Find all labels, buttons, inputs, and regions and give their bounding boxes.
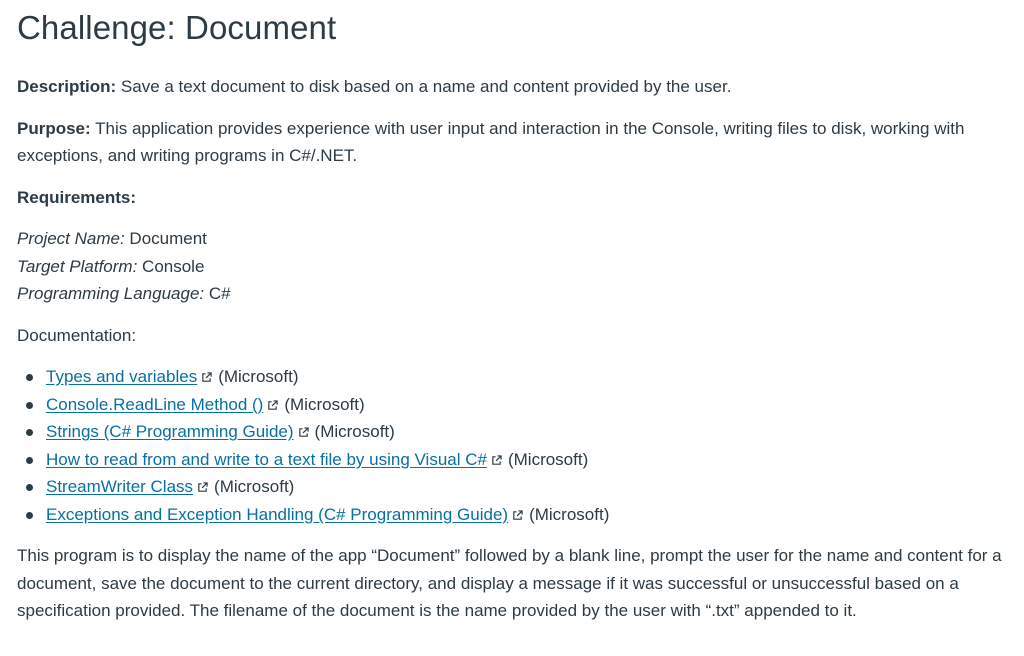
- bullet-icon: [26, 374, 33, 381]
- program-description: This program is to display the name of the app “Document” followed by a blank line, prompt the user for the name and content for a document, save the document to the current directory, and display a message if it was successful or unsuccessful based on a specification provided. The filename of the document is the name provided by the user with “.txt” appended to it.: [17, 546, 1002, 620]
- external-link-icon[interactable]: [491, 455, 502, 466]
- bullet-icon: [26, 484, 33, 491]
- purpose-text: This application provides experience with user input and interaction in the Console, writing files to disk, working with exceptions, and writing programs in C#/.NET.: [17, 118, 965, 165]
- link-streamwriter-class[interactable]: StreamWriter Class: [46, 477, 194, 496]
- external-link-icon[interactable]: [267, 400, 278, 411]
- list-item: [46, 363, 1007, 391]
- link-source: (Microsoft): [314, 422, 395, 441]
- documentation-list: [17, 363, 1007, 528]
- project-meta: [17, 225, 1007, 308]
- external-link-icon[interactable]: [512, 510, 523, 521]
- external-link-icon[interactable]: [298, 427, 309, 438]
- requirements-label: Requirements:: [17, 187, 137, 207]
- link-types-and-variables[interactable]: Types and variables: [46, 367, 198, 386]
- bullet-icon: [26, 402, 33, 409]
- external-link-icon[interactable]: [197, 482, 208, 493]
- list-item: [46, 446, 1007, 474]
- purpose-label: Purpose:: [17, 118, 91, 138]
- link-console-readline[interactable]: Console.ReadLine Method (): [46, 394, 264, 414]
- programming-language-label: Programming Language:: [17, 284, 205, 303]
- project-name-label: Project Name:: [17, 229, 125, 248]
- list-item: [46, 473, 1007, 501]
- list-item: [46, 391, 1007, 419]
- purpose-paragraph: [17, 115, 1007, 170]
- bullet-icon: [26, 429, 33, 436]
- page-title: Challenge: Document: [17, 9, 337, 46]
- bullet-icon: [26, 457, 33, 464]
- target-platform-value: Console: [137, 256, 205, 276]
- link-read-write-text-file[interactable]: How to read from and write to a text file by using Visual C#: [46, 449, 487, 469]
- link-source: (Microsoft): [214, 477, 295, 496]
- link-source: (Microsoft): [218, 367, 299, 386]
- link-source: (Microsoft): [507, 449, 589, 469]
- description-label: Description:: [17, 77, 117, 96]
- project-name-value: Document: [124, 229, 207, 248]
- description-text: Save a text document to disk based on a name and content provided by the user.: [116, 77, 732, 96]
- bullet-icon: [26, 512, 33, 519]
- list-item: [46, 418, 1007, 446]
- documentation-label: Documentation:: [17, 325, 137, 345]
- list-item: [46, 501, 1007, 529]
- link-exceptions-guide[interactable]: Exceptions and Exception Handling (C# Programming Guide): [46, 504, 509, 524]
- link-source: (Microsoft): [529, 504, 610, 524]
- description-paragraph: [17, 73, 1007, 101]
- programming-language-value: C#: [204, 284, 231, 303]
- requirements-heading: [17, 184, 1007, 212]
- external-link-icon[interactable]: [201, 372, 212, 383]
- link-strings-guide[interactable]: Strings (C# Programming Guide): [46, 422, 294, 441]
- link-source: (Microsoft): [284, 394, 365, 414]
- target-platform-label: Target Platform:: [17, 256, 138, 276]
